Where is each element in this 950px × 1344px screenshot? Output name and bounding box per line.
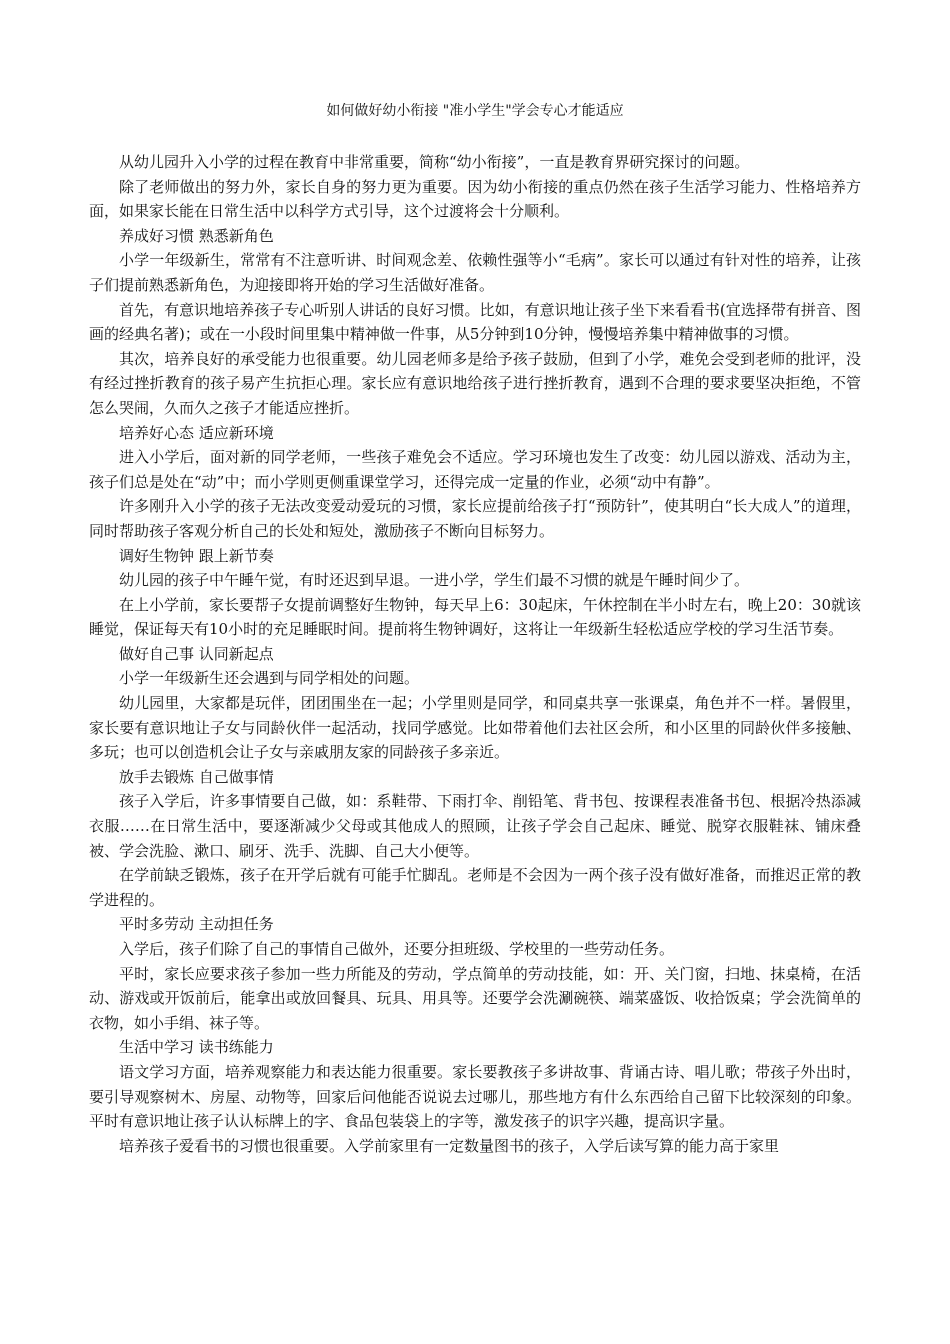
body-paragraph: 从幼儿园升入小学的过程在教育中非常重要，简称“幼小衔接”，一直是教育界研究探讨的问题。	[119, 153, 750, 171]
section-heading: 做好自己事 认同新起点	[119, 644, 274, 663]
body-paragraph: 培养孩子爱看书的习惯也很重要。入学前家里有一定数量图书的孩子，入学后读写算的能力高于家里	[119, 1136, 780, 1155]
body-paragraph: 入学后，孩子们除了自己的事情自己做外，还要分担班级、学校里的一些劳动任务。	[119, 940, 675, 958]
body-paragraph: 小学一年级新生，常常有不注意听讲、时间观念差、依赖性强等小“毛病”。家长可以通过有针对性的培养，让孩子们提前熟悉新角色，为迎接即将开始的学习生活做好准备。	[89, 251, 861, 294]
section-heading: 生活中学习 读书练能力	[119, 1038, 274, 1057]
body-paragraph: 幼儿园里，大家都是玩伴，团团围坐在一起；小学里则是同学，和同桌共享一张课桌，角色并不一样。暑假里，家长要有意识地让子女与同龄伙伴一起活动，找同学感觉。比如带着他们去社区会所，和小区里的同龄伙伴多接触、多玩；也可以创造机会让子女与亲戚朋友家的同龄孩子多亲近。	[89, 694, 861, 762]
section-heading: 养成好习惯 熟悉新角色	[119, 226, 274, 245]
section-heading: 放手去锻炼 自己做事情	[119, 767, 274, 786]
body-paragraph: 其次，培养良好的承受能力也很重要。幼儿园老师多是给予孩子鼓励，但到了小学，难免会受到老师的批评，没有经过挫折教育的孩子易产生抗拒心理。家长应有意识地给孩子进行挫折教育，遇到不合理的要求要坚决拒绝，不管怎么哭闹，久而久之孩子才能适应挫折。	[89, 349, 861, 417]
body-paragraph: 孩子入学后，许多事情要自己做，如：系鞋带、下雨打伞、削铅笔、背书包、按课程表准备书包、根据冷热添减衣服……在日常生活中，要逐渐减少父母或其他成人的照顾，让孩子学会自己起床、睡觉、脱穿衣服鞋袜、铺床叠被、学会洗脸、漱口、刷牙、洗手、洗脚、自己大小便等。	[89, 792, 861, 860]
body-paragraph: 幼儿园的孩子中午睡午觉，有时还迟到早退。一进小学，学生们最不习惯的就是午睡时间少了。	[119, 571, 750, 590]
document-title: 如何做好幼小衔接 "准小学生"学会专心才能适应	[326, 103, 624, 119]
body-paragraph: 小学一年级新生还会遇到与同学相处的问题。	[119, 669, 420, 688]
body-paragraph: 平时，家长应要求孩子参加一些力所能及的劳动，学点简单的劳动技能，如：开、关门窗，扫地、抹桌椅，在活动、游戏或开饭前后，能拿出或放回餐具、玩具、用具等。还要学会洗涮碗筷、端菜盛饭、收拾饭桌；学会洗简单的衣物，如小手绢、袜子等。	[89, 964, 861, 1032]
body-paragraph: 许多刚升入小学的孩子无法改变爱动爱玩的习惯，家长应提前给孩子打“预防针”，使其明白“长大成人”的道理，同时帮助孩子客观分析自己的长处和短处，激励孩子不断向目标努力。	[89, 497, 861, 540]
section-heading: 平时多劳动 主动担任务	[119, 915, 274, 934]
section-heading: 培养好心态 适应新环境	[119, 423, 274, 442]
body-paragraph: 在上小学前，家长要帮子女提前调整好生物钟，每天早上6：30起床，午休控制在半小时左右，晚上20：30就该睡觉，保证每天有10小时的充足睡眠时间。提前将生物钟调好，这将让一年级新生轻松适应学校的学习生活节奏。	[89, 595, 861, 639]
body-paragraph: 在学前缺乏锻炼，孩子在开学后就有可能手忙脚乱。老师是不会因为一两个孩子没有做好准备，而推迟正常的教学进程的。	[89, 866, 861, 909]
body-paragraph: 除了老师做出的努力外，家长自身的努力更为重要。因为幼小衔接的重点仍然在孩子生活学习能力、性格培养方面，如果家长能在日常生活中以科学方式引导，这个过渡将会十分顺利。	[89, 177, 861, 221]
body-paragraph: 进入小学后，面对新的同学老师，一些孩子难免会不适应。学习环境也发生了改变：幼儿园以游戏、活动为主，孩子们总是处在“动”中；而小学则更侧重课堂学习，还得完成一定量的作业，必须“动中有静”。	[89, 448, 861, 491]
body-paragraph: 语文学习方面，培养观察能力和表达能力很重要。家长要教孩子多讲故事、背诵古诗、唱儿歌；带孩子外出时，要引导观察树木、房屋、动物等，回家后问他能否说说去过哪儿，那些地方有什么东西给自己留下比较深刻的印象。平时有意识地让孩子认认标牌上的字、食品包装袋上的字等，激发孩子的识字兴趣，提高识字量。	[89, 1062, 861, 1131]
document-body	[89, 150, 861, 1158]
section-heading: 调好生物钟 跟上新节奏	[119, 546, 274, 565]
body-paragraph: 首先，有意识地培养孩子专心听别人讲话的良好习惯。比如，有意识地让孩子坐下来看看书(宜选择带有拼音、图画的经典名著)；或在一小段时间里集中精神做一件事，从5分钟到10分钟，慢慢培养集中精神做事的习惯。	[89, 300, 861, 344]
